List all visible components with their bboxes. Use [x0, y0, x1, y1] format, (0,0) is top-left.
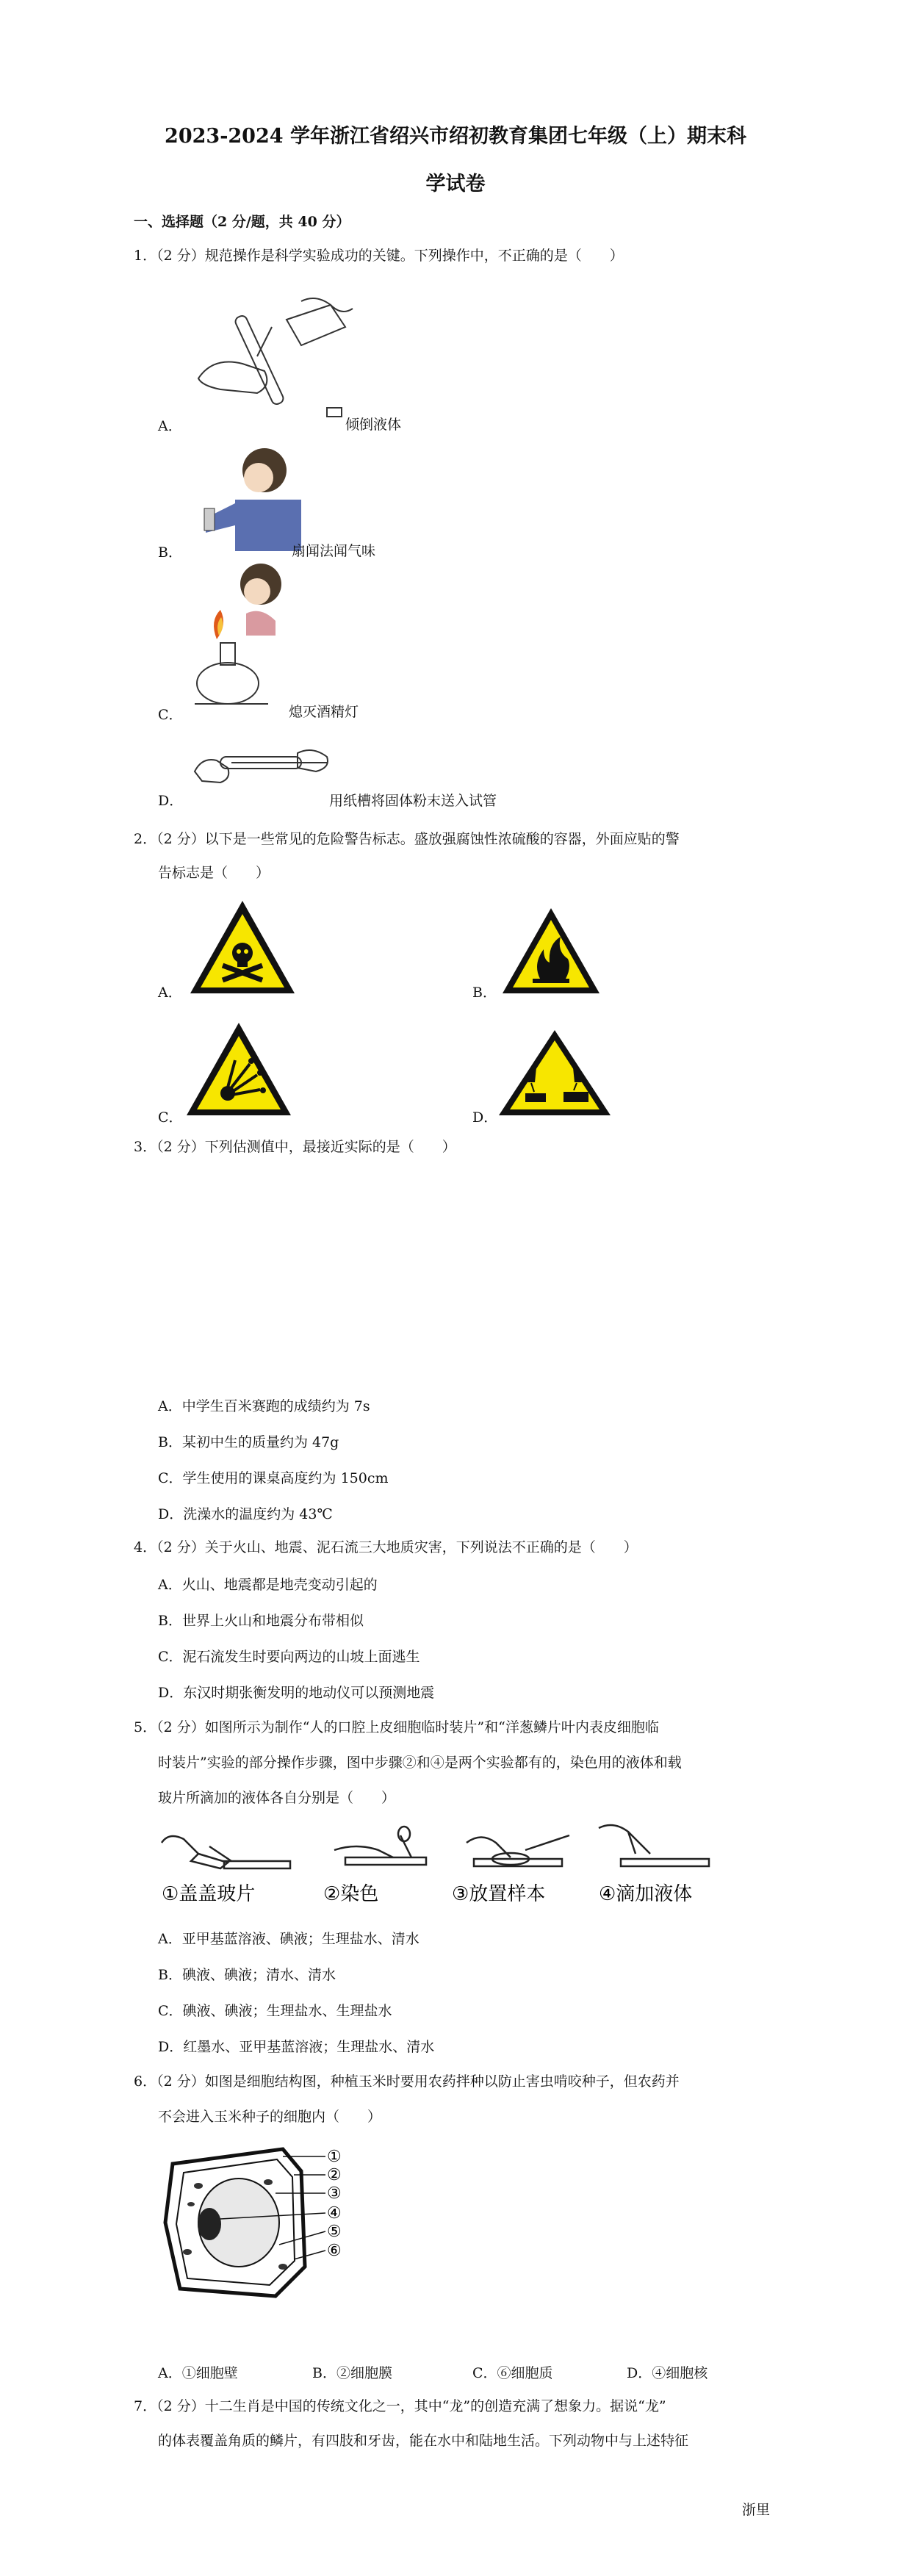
q1-option-a-letter: A．	[158, 418, 182, 434]
q3-option-d: D．洗澡水的温度约为 43℃	[158, 1506, 333, 1522]
q3-option-c: C．学生使用的课桌高度约为 150cm	[158, 1470, 389, 1486]
q6-label-6: ⑥	[327, 2242, 342, 2260]
q5-steps-figure	[158, 1821, 731, 1909]
q2-a-toxic-sign-icon	[187, 898, 298, 997]
q6-option-c: C．⑥细胞质	[472, 2365, 553, 2381]
q2-b-flammable-sign-icon	[500, 905, 602, 997]
q5-step-1-label: ①盖盖玻片	[162, 1883, 256, 1905]
q1-stem: 1．（2 分）规范操作是科学实验成功的关键。下列操作中，不正确的是（ ）	[134, 248, 624, 264]
q3-option-a: A．中学生百米赛跑的成绩约为 7s	[158, 1398, 370, 1414]
q3-stem: 3．（2 分）下列估测值中，最接近实际的是（ ）	[134, 1139, 456, 1155]
q2-option-d-letter: D．	[472, 1109, 498, 1126]
q6-stem-line1: 6．（2 分）如图是细胞结构图，种植玉米时要用农药拌种以防止害虫啃咬种子，但农药并	[134, 2073, 680, 2090]
q4-option-b: B．世界上火山和地震分布带相似	[158, 1613, 364, 1629]
q5-step-2-label: ②染色	[323, 1883, 379, 1905]
q6-label-2: ②	[327, 2166, 342, 2184]
q5-option-b: B．碘液、碘液；清水、清水	[158, 1967, 336, 1983]
q7-stem-line1: 7．（2 分）十二生肖是中国的传统文化之一，其中“龙”的创造充满了想象力。据说“龙”	[134, 2398, 666, 2414]
paper-title-line2: 学试卷	[425, 173, 486, 195]
q5-option-c: C．碘液、碘液；生理盐水、生理盐水	[158, 2003, 392, 2019]
q6-option-d: D．④细胞核	[627, 2365, 708, 2381]
q4-option-d: D．东汉时期张衡发明的地动仪可以预测地震	[158, 1685, 435, 1701]
q6-option-b: B．②细胞膜	[312, 2365, 392, 2381]
q1-c-alcohol-lamp-image	[187, 558, 298, 713]
q1-option-a-caption: 倾倒液体	[345, 417, 402, 433]
q5-option-d: D．红墨水、亚甲基蓝溶液；生理盐水、清水	[158, 2039, 435, 2055]
page-footer: 浙里	[742, 2502, 771, 2518]
paper-title-line1: 2023-2024 学年浙江省绍兴市绍初教育集团七年级（上）期末科	[165, 125, 746, 148]
q4-option-a: A．火山、地震都是地壳变动引起的	[158, 1577, 378, 1593]
q1-option-c-caption: 熄灭酒精灯	[289, 704, 359, 720]
q5-stem-line2: 时装片”实验的部分操作步骤，图中步骤②和④是两个实验都有的，染色用的液体和载	[158, 1755, 682, 1771]
q6-label-5: ⑤	[327, 2223, 342, 2241]
q2-stem-line1: 2．（2 分）以下是一些常见的危险警告标志。盛放强腐蚀性浓硫酸的容器，外面应贴的警	[134, 831, 680, 847]
q2-option-a-letter: A．	[158, 985, 182, 1001]
q4-stem: 4．（2 分）关于火山、地震、泥石流三大地质灾害，下列说法不正确的是（ ）	[134, 1539, 638, 1555]
section-heading: 一、选择题（2 分/题，共 40 分）	[134, 214, 350, 230]
q6-label-3: ③	[327, 2184, 342, 2203]
q3-option-b: B．某初中生的质量约为 47g	[158, 1434, 339, 1450]
q2-stem-line2: 告标志是（ ）	[158, 865, 270, 881]
q2-option-b-letter: B．	[472, 985, 497, 1001]
q6-label-1: ①	[327, 2148, 342, 2166]
q1-option-c-letter: C．	[158, 707, 183, 723]
q5-stem-line3: 玻片所滴加的液体各自分别是（ ）	[158, 1790, 396, 1806]
q2-c-explosive-sign-icon	[184, 1020, 294, 1119]
q2-option-c-letter: C．	[158, 1109, 183, 1126]
q6-label-4: ④	[327, 2204, 342, 2223]
q2-d-corrosive-sign-icon	[496, 1027, 613, 1119]
q5-step-3-label: ③放置样本	[452, 1883, 546, 1905]
q5-step-4-label: ④滴加液体	[599, 1883, 693, 1905]
q4-option-c: C．泥石流发生时要向两边的山坡上面逃生	[158, 1649, 420, 1665]
q1-option-d-caption: 用纸槽将固体粉末送入试管	[329, 793, 497, 809]
q1-option-b-letter: B．	[158, 544, 182, 561]
q6-plant-cell-diagram	[158, 2142, 356, 2303]
q6-stem-line2: 不会进入玉米种子的细胞内（ ）	[158, 2109, 382, 2125]
q7-stem-line2: 的体表覆盖角质的鳞片，有四肢和牙齿，能在水中和陆地生活。下列动物中与上述特征	[158, 2433, 689, 2449]
q5-option-a: A．亚甲基蓝溶液、碘液；生理盐水、清水	[158, 1931, 420, 1947]
q1-b-wafting-image	[191, 441, 301, 551]
q1-option-b-caption: 扇闻法闻气味	[292, 543, 376, 559]
q1-option-d-letter: D．	[158, 793, 184, 809]
q5-stem-line1: 5．（2 分）如图所示为制作“人的口腔上皮细胞临时装片”和“洋葱鳞片叶内表皮细胞临	[134, 1719, 659, 1735]
q6-option-a: A．①细胞壁	[158, 2365, 238, 2381]
q1-d-paper-trough-image	[187, 738, 334, 790]
q1-a-pouring-image	[184, 290, 367, 430]
